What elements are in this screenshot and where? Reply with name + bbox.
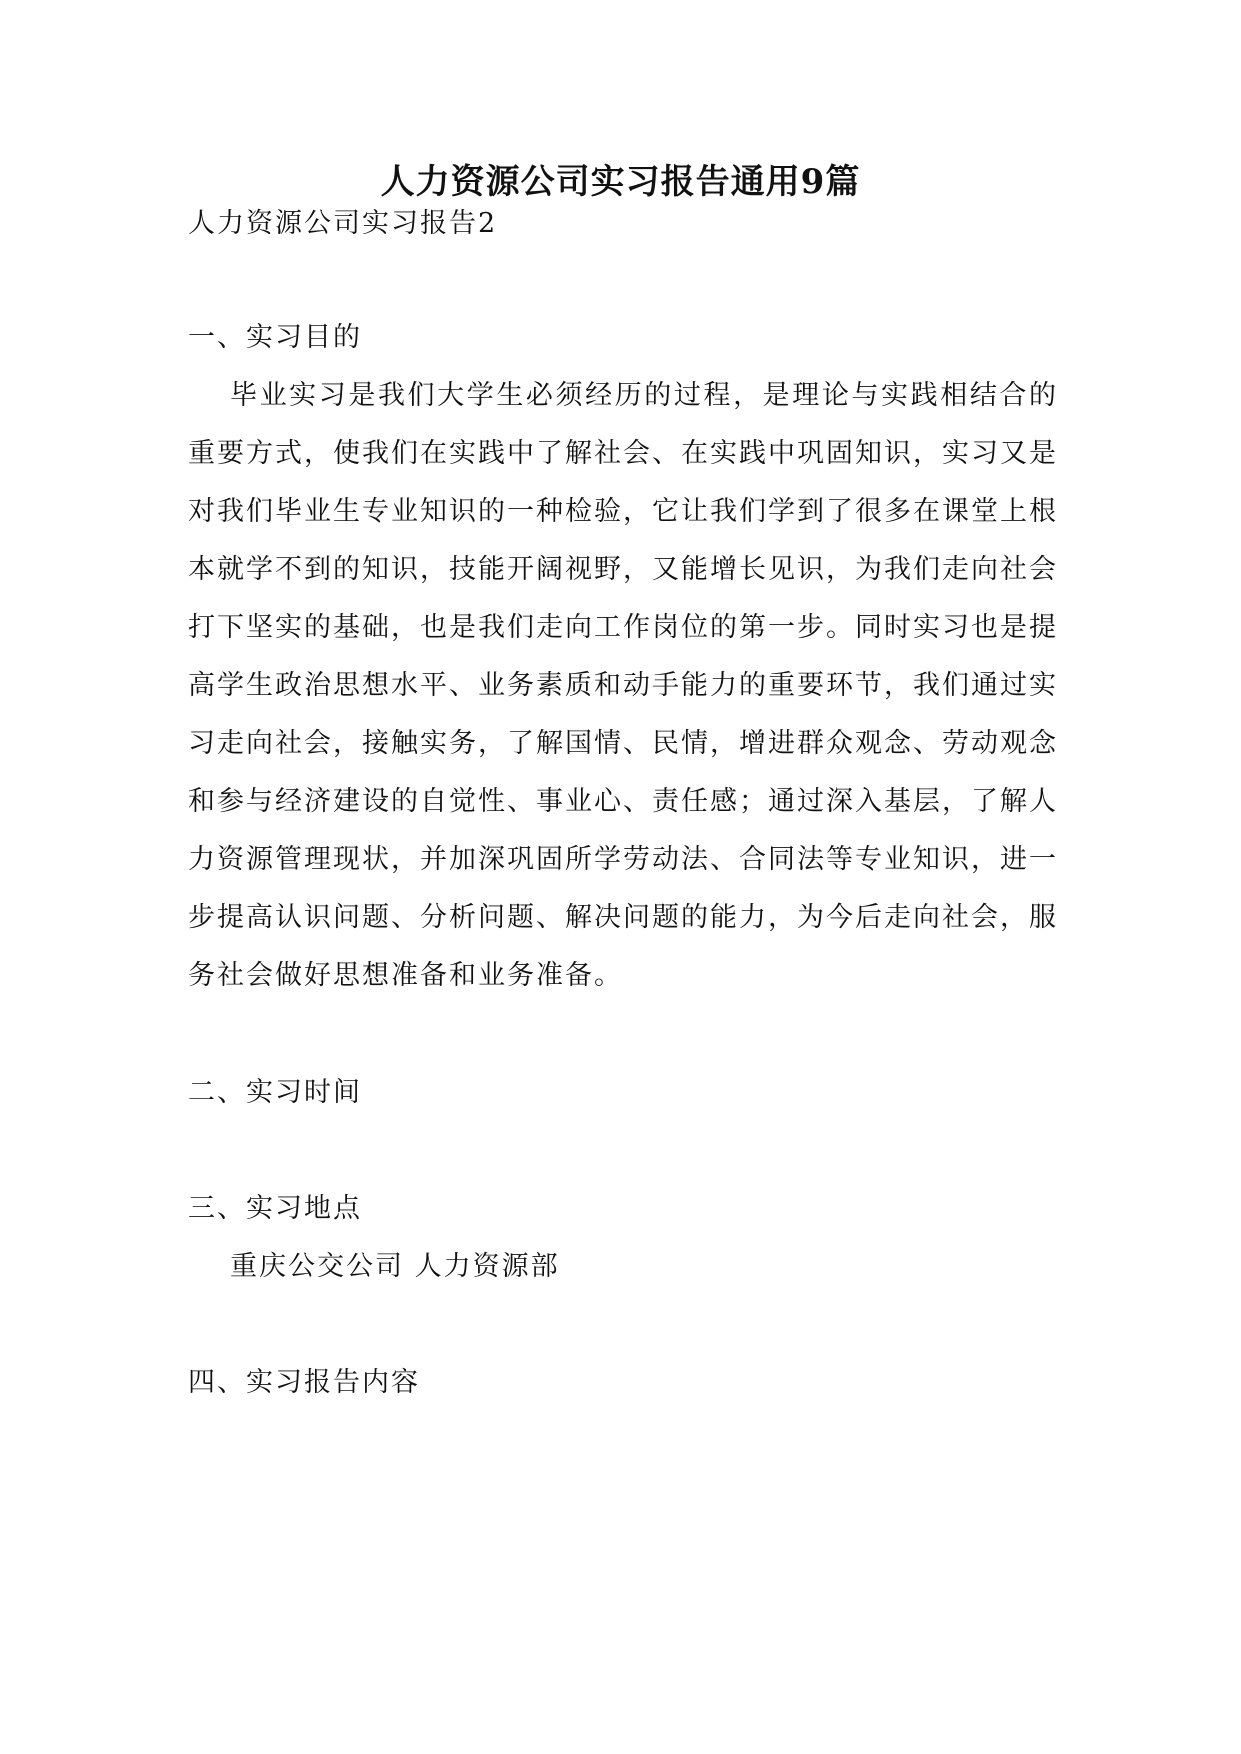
document-subtitle: 人力资源公司实习报告2 (188, 208, 498, 239)
document-title: 人力资源公司实习报告通用9篇 (380, 162, 861, 202)
paragraph-line: 本就学不到的知识，技能开阔视野，又能增长见识，为我们走向社会 (188, 554, 1056, 585)
paragraph-line: 力资源管理现状，并加深巩固所学劳动法、合同法等专业知识，进一 (188, 844, 1056, 875)
paragraph-line: 习走向社会，接触实务，了解国情、民情，增进群众观念、劳动观念 (188, 728, 1056, 759)
section-heading-time: 二、实习时间 (188, 1077, 362, 1108)
paragraph-line: 重要方式，使我们在实践中了解社会、在实践中巩固知识，实习又是 (188, 438, 1056, 469)
paragraph-line: 打下坚实的基础，也是我们走向工作岗位的第一步。同时实习也是提 (188, 612, 1056, 643)
section-heading-location: 三、实习地点 (188, 1193, 362, 1224)
paragraph-line: 高学生政治思想水平、业务素质和动手能力的重要环节，我们通过实 (188, 670, 1056, 701)
section-heading-purpose: 一、实习目的 (188, 322, 362, 353)
paragraph-line: 对我们毕业生专业知识的一种检验，它让我们学到了很多在课堂上根 (188, 496, 1056, 527)
section-heading-content: 四、实习报告内容 (188, 1367, 420, 1398)
paragraph-line: 毕业实习是我们大学生必须经历的过程，是理论与实践相结合的 (230, 380, 1056, 411)
paragraph-line: 步提高认识问题、分析问题、解决问题的能力，为今后走向社会，服 (188, 902, 1056, 933)
section-body-location: 重庆公交公司 人力资源部 (230, 1251, 560, 1282)
paragraph-line: 和参与经济建设的自觉性、事业心、责任感；通过深入基层，了解人 (188, 786, 1056, 817)
paragraph-line: 务社会做好思想准备和业务准备。 (188, 960, 623, 991)
